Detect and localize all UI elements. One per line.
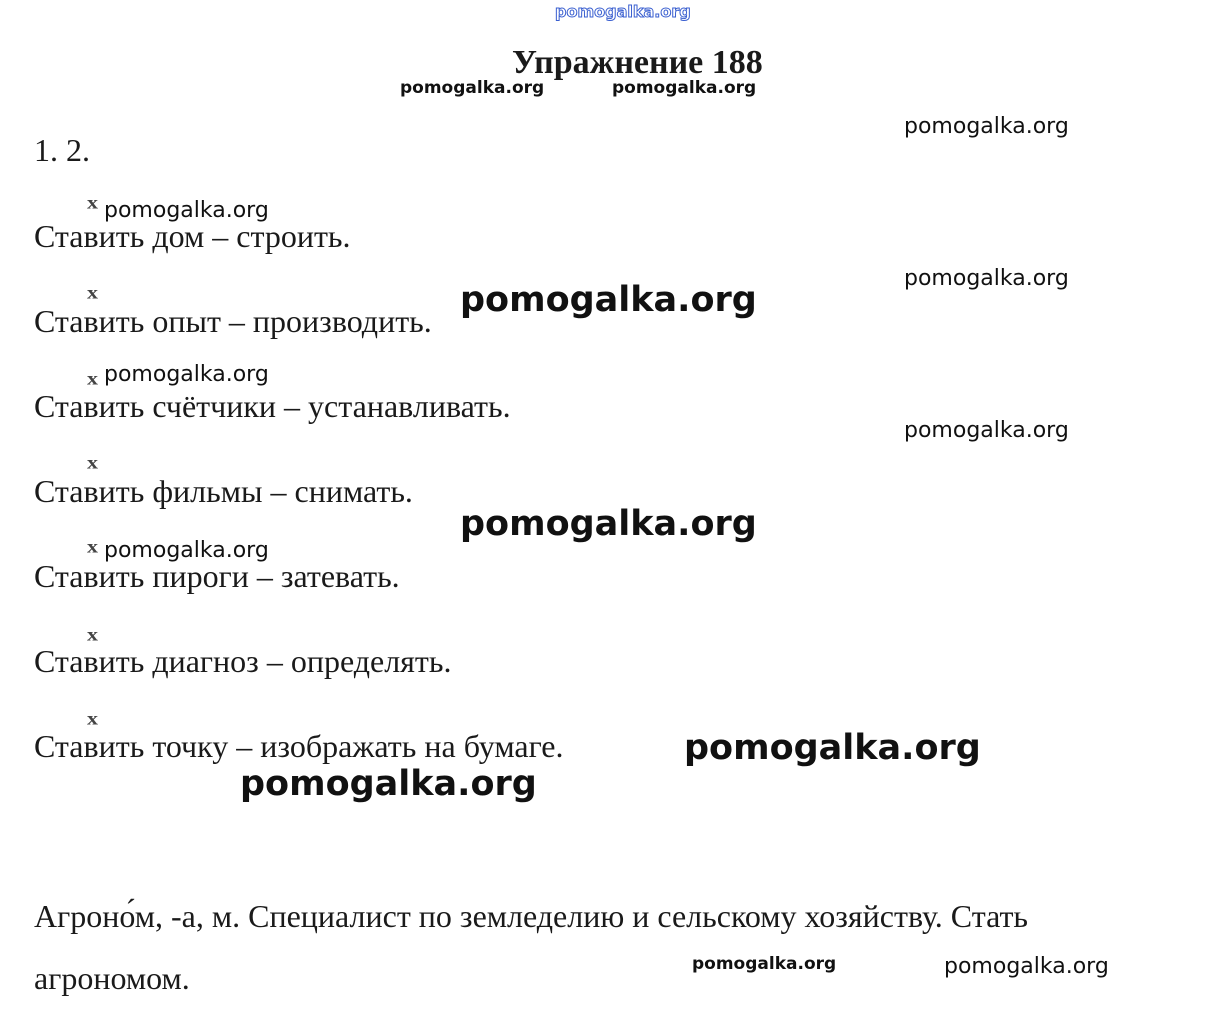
- watermark: pomogalka.org: [104, 198, 269, 223]
- phrase-line: Ставить точку – изображать на бумаге.: [34, 728, 564, 764]
- watermark: pomogalka.org: [400, 78, 545, 98]
- phrase-line: Ставить счётчики – устанавливать.: [34, 388, 511, 424]
- watermark: pomogalka.org: [460, 504, 757, 544]
- phrase-line: Ставить фильмы – снимать.: [34, 473, 413, 509]
- definition-line-1: Агроно́м, -а, м. Специалист по земледелию и сельскому хозяйству. Стать: [34, 898, 1029, 934]
- stress-mark: x: [87, 192, 98, 213]
- phrase-line: Ставить диагноз – определять.: [34, 643, 452, 679]
- stress-mark: x: [87, 624, 98, 645]
- top-watermark: pomogalka.org: [555, 2, 691, 21]
- watermark: pomogalka.org: [104, 538, 269, 563]
- stress-mark: x: [87, 536, 98, 557]
- stress-mark: x: [87, 368, 98, 389]
- watermark: pomogalka.org: [104, 362, 269, 387]
- page-title: Упражнение 188: [512, 44, 763, 81]
- watermark: pomogalka.org: [684, 728, 981, 768]
- watermark: pomogalka.org: [904, 114, 1069, 139]
- watermark: pomogalka.org: [944, 954, 1109, 979]
- watermark: pomogalka.org: [460, 280, 757, 320]
- watermark: pomogalka.org: [240, 764, 537, 804]
- watermark: pomogalka.org: [904, 266, 1069, 291]
- stress-mark: x: [87, 452, 98, 473]
- watermark: pomogalka.org: [692, 954, 837, 974]
- stress-mark: x: [87, 282, 98, 303]
- watermark: pomogalka.org: [612, 78, 757, 98]
- phrase-line: Ставить опыт – производить.: [34, 303, 432, 339]
- watermark: pomogalka.org: [904, 418, 1069, 443]
- stress-mark: x: [87, 708, 98, 729]
- task-numbering: 1. 2.: [34, 132, 90, 168]
- phrase-line: Ставить пироги – затевать.: [34, 558, 400, 594]
- definition-line-2: агрономом.: [34, 960, 190, 996]
- phrase-line: Ставить дом – строить.: [34, 218, 351, 254]
